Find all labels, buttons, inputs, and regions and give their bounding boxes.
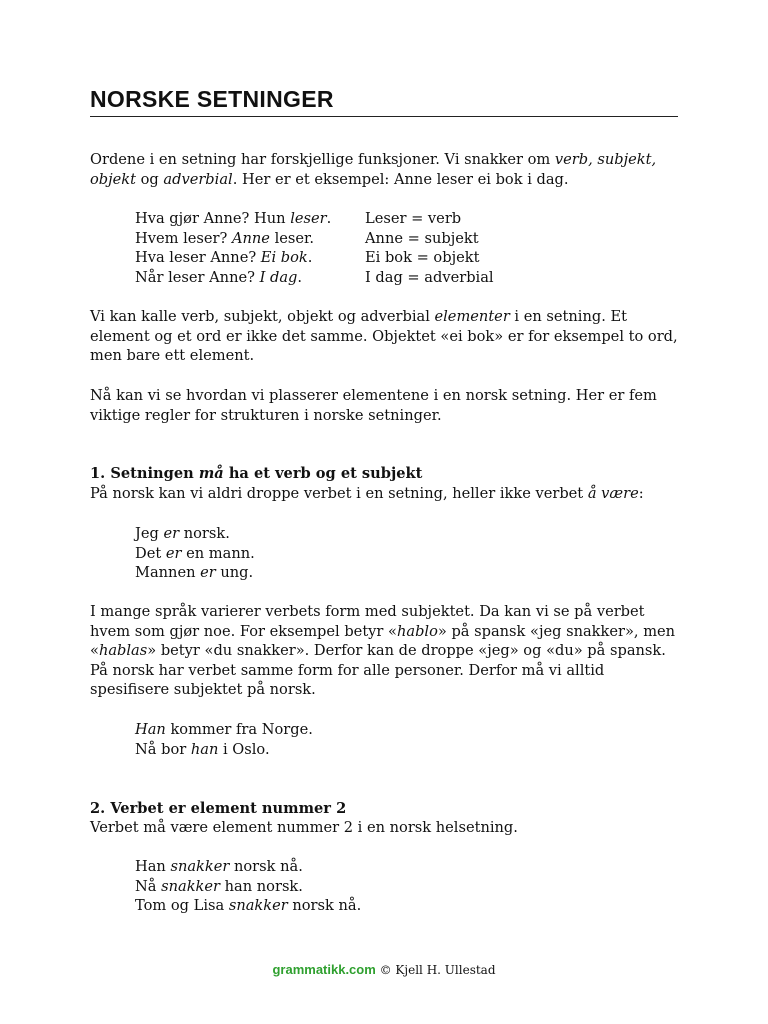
example-answers [365, 209, 494, 287]
rule2-heading: 2. Verbet er element nummer 2 [90, 800, 347, 817]
text: Ordene i en setning har forskjellige funksjoner. Vi snakker om [90, 151, 555, 168]
intro-paragraph [90, 150, 680, 189]
example-row: Nå snakker han norsk. [135, 877, 303, 895]
example-row: Hvem leser? Anne leser. [135, 229, 315, 247]
copyright-text: © Kjell H. Ullestad [375, 963, 496, 977]
example-row: Han kommer fra Norge. [135, 721, 313, 738]
italic-text: verb, subjekt, [554, 151, 657, 168]
example-row: Tom og Lisa snakker norsk nå. [135, 897, 362, 914]
example-answer: Anne = subjekt [365, 229, 479, 247]
example-answer: Leser = verb [365, 210, 462, 227]
elements-paragraph: Vi kan kalle verb, subjekt, objekt og adverbial elementer i en setning. Et element og et ord er ikke det samme. Objektet «ei bok» er for eksempel to ord, men bare ett element. [90, 308, 678, 364]
page-footer [0, 962, 768, 977]
example-questions [135, 209, 331, 287]
italic-text: adverbial [163, 170, 233, 188]
rule1-examples-2 [135, 720, 313, 759]
italic-text: objekt [90, 170, 136, 188]
rule1-paragraph: I mange språk varierer verbets form med subjektet. Da kan vi se på verbet hvem som gjør noe. For eksempel betyr «hablo» på spansk «jeg snakker», men «hablas» betyr «du snakker». Derfor kan de droppe «jeg» og «du» på spansk. På norsk har verbet samme form for alle personer. Derfor må vi alltid spesifisere subjektet på norsk. [90, 603, 676, 698]
example-answer: Ei bok = objekt [365, 249, 480, 266]
example-row: Hva gjør Anne? Hun leser. [135, 210, 332, 227]
example-row: Hva leser Anne? Ei bok. [135, 249, 313, 266]
rule1-heading: 1. Setningen må ha et verb og et subjekt [90, 465, 423, 482]
text: og [136, 170, 164, 188]
rule2-examples [135, 857, 361, 916]
example-row: Jeg er norsk. [135, 525, 230, 542]
rule1-text: På norsk kan vi aldri droppe verbet i en setning, heller ikke verbet å være: [90, 485, 644, 502]
example-row: Nå bor han i Oslo. [135, 740, 270, 758]
example-row: Når leser Anne? I dag. [135, 268, 303, 286]
example-row: Mannen er ung. [135, 564, 254, 581]
page-title: NORSKE SETNINGER [90, 86, 678, 117]
example-answer: I dag = adverbial [365, 268, 494, 286]
brand-logo-text[interactable]: grammatikk.com [272, 962, 376, 977]
example-row: Det er en mann. [135, 544, 255, 562]
rules-intro-paragraph: Nå kan vi se hvordan vi plasserer elementene i en norsk setning. Her er fem viktige regler for strukturen i norske setninger. [90, 387, 657, 424]
rule1-examples [135, 524, 255, 583]
example-row: Han snakker norsk nå. [135, 858, 303, 875]
text: . Her er et eksempel: Anne leser ei bok i dag. [232, 170, 569, 188]
rule2-text: Verbet må være element nummer 2 i en norsk helsetning. [90, 819, 518, 836]
